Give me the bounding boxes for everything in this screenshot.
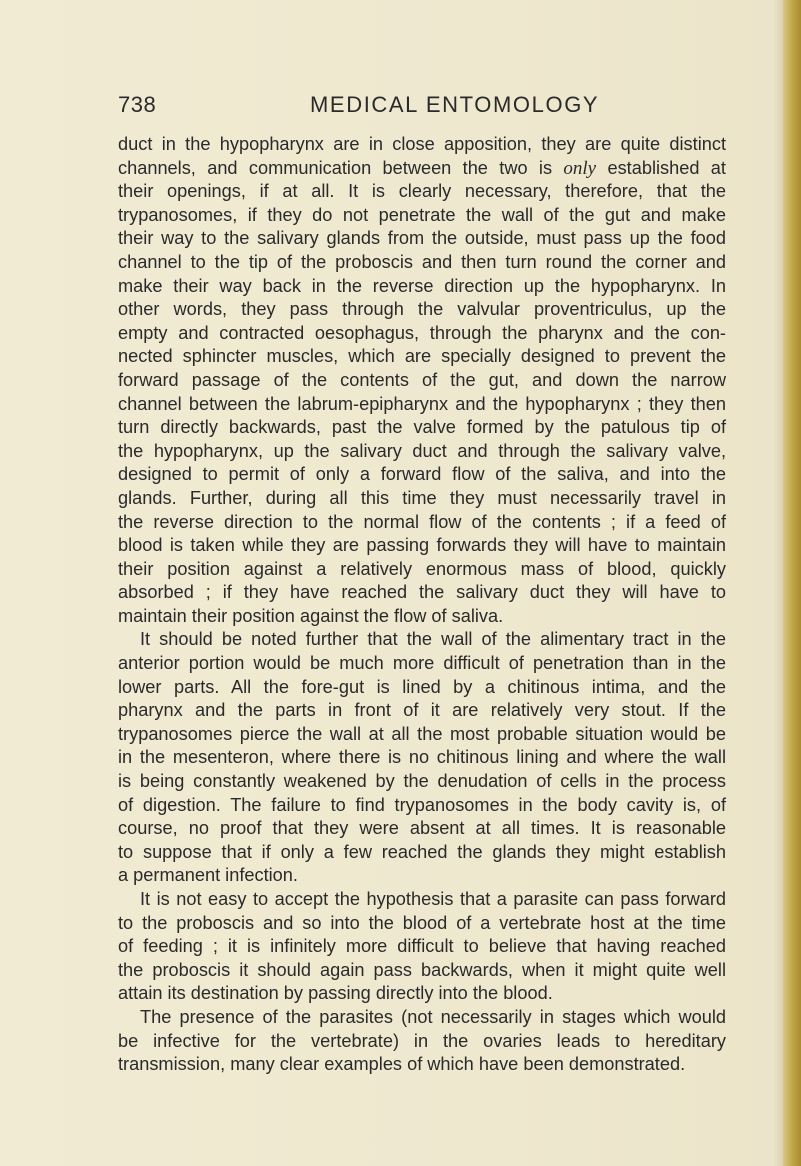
text-line: their position against a relatively enormous mass of blood, quickly bbox=[118, 558, 726, 579]
paragraph-first-line: It should be noted further that the wall of the alimentary tract in the bbox=[140, 629, 726, 650]
paragraph-first-line: It is not easy to accept the hypothesis that a parasite can pass forward bbox=[140, 889, 726, 909]
text-line: to the proboscis and so into the blood of a vertebrate host at the time bbox=[118, 912, 726, 933]
text-line: their openings, if at all. It is clearly necessary, therefore, that the bbox=[118, 181, 726, 202]
text-line-with-italic bbox=[118, 157, 726, 181]
paragraph-last-line: maintain their position against the flow of saliva. bbox=[118, 605, 504, 626]
running-head bbox=[118, 92, 728, 126]
text-line: their way to the salivary glands from the outside, must pass up the food bbox=[118, 228, 726, 249]
text-line: forward passage of the contents of the gut, and down the narrow bbox=[118, 369, 726, 390]
page-edge-shadow bbox=[773, 0, 783, 1166]
text-fragment: established at bbox=[607, 157, 726, 178]
text-line: channel between the labrum-epipharynx and the hypopharynx ; they then bbox=[118, 393, 726, 414]
text-line: the reverse direction to the normal flow of the contents ; if a feed of bbox=[118, 511, 726, 532]
header-title: MEDICAL ENTOMOLOGY bbox=[310, 92, 600, 117]
text-line: of digestion. The failure to find trypanosomes in the body cavity is, of bbox=[118, 794, 726, 815]
text-line: of feeding ; it is infinitely more difficult to believe that having reached bbox=[118, 936, 726, 957]
text-line: anterior portion would be much more difficult of penetration than in the bbox=[118, 653, 726, 674]
text-line: empty and contracted oesophagus, through the pharynx and the con- bbox=[118, 322, 726, 343]
text-fragment: channels, and communication between the two is bbox=[118, 157, 553, 178]
page-number: 738 bbox=[118, 92, 157, 117]
text-line: channel to the tip of the proboscis and then turn round the corner and bbox=[118, 251, 726, 272]
text-line: duct in the hypopharynx are in close apposition, they are quite distinct bbox=[118, 134, 726, 154]
text-line: designed to permit of only a forward flow of the saliva, and into the bbox=[118, 464, 726, 485]
text-line: the proboscis it should again pass backwards, when it might quite well bbox=[118, 959, 726, 980]
text-line: course, no proof that they were absent at all times. It is reasonable bbox=[118, 818, 726, 839]
text-line: be infective for the vertebrate) in the ovaries leads to hereditary bbox=[118, 1030, 726, 1051]
text-line: turn directly backwards, past the valve formed by the patulous tip of bbox=[118, 417, 726, 438]
paragraph-last-line: attain its destination by passing directly into the blood. bbox=[118, 983, 553, 1004]
text-line: pharynx and the parts in front of it are relatively very stout. If the bbox=[118, 700, 726, 721]
text-line: lower parts. All the fore-gut is lined by a chitinous intima, and the bbox=[118, 676, 726, 697]
text-line: other words, they pass through the valvular proventriculus, up the bbox=[118, 299, 726, 320]
text-line: in the mesenteron, where there is no chitinous lining and where the wall bbox=[118, 747, 726, 768]
text-line: make their way back in the reverse direction up the hypopharynx. In bbox=[118, 275, 726, 296]
italic-word: only bbox=[563, 157, 597, 179]
paragraph-last-line: transmission, many clear examples of which have been demonstrated. bbox=[118, 1054, 686, 1075]
paragraph-last-line: a permanent infection. bbox=[118, 865, 298, 886]
text-line: glands. Further, during all this time they must necessarily travel in bbox=[118, 487, 726, 508]
page-gilt-edge bbox=[783, 0, 801, 1166]
text-line: the hypopharynx, up the salivary duct and through the salivary valve, bbox=[118, 440, 726, 461]
text-line: blood is taken while they are passing forwards they will have to maintain bbox=[118, 535, 726, 556]
text-line: trypanosomes, if they do not penetrate the wall of the gut and make bbox=[118, 204, 726, 225]
text-line: is being constantly weakened by the denudation of cells in the process bbox=[118, 771, 726, 792]
body-text bbox=[118, 133, 726, 1077]
text-line: absorbed ; if they have reached the salivary duct they will have to bbox=[118, 582, 726, 603]
text-line: to suppose that if only a few reached the glands they might establish bbox=[118, 841, 726, 862]
text-line: nected sphincter muscles, which are specially designed to prevent the bbox=[118, 346, 726, 367]
text-line: trypanosomes pierce the wall at all the most probable situation would be bbox=[118, 723, 726, 744]
paragraph-first-line: The presence of the parasites (not necessarily in stages which would bbox=[140, 1006, 726, 1027]
